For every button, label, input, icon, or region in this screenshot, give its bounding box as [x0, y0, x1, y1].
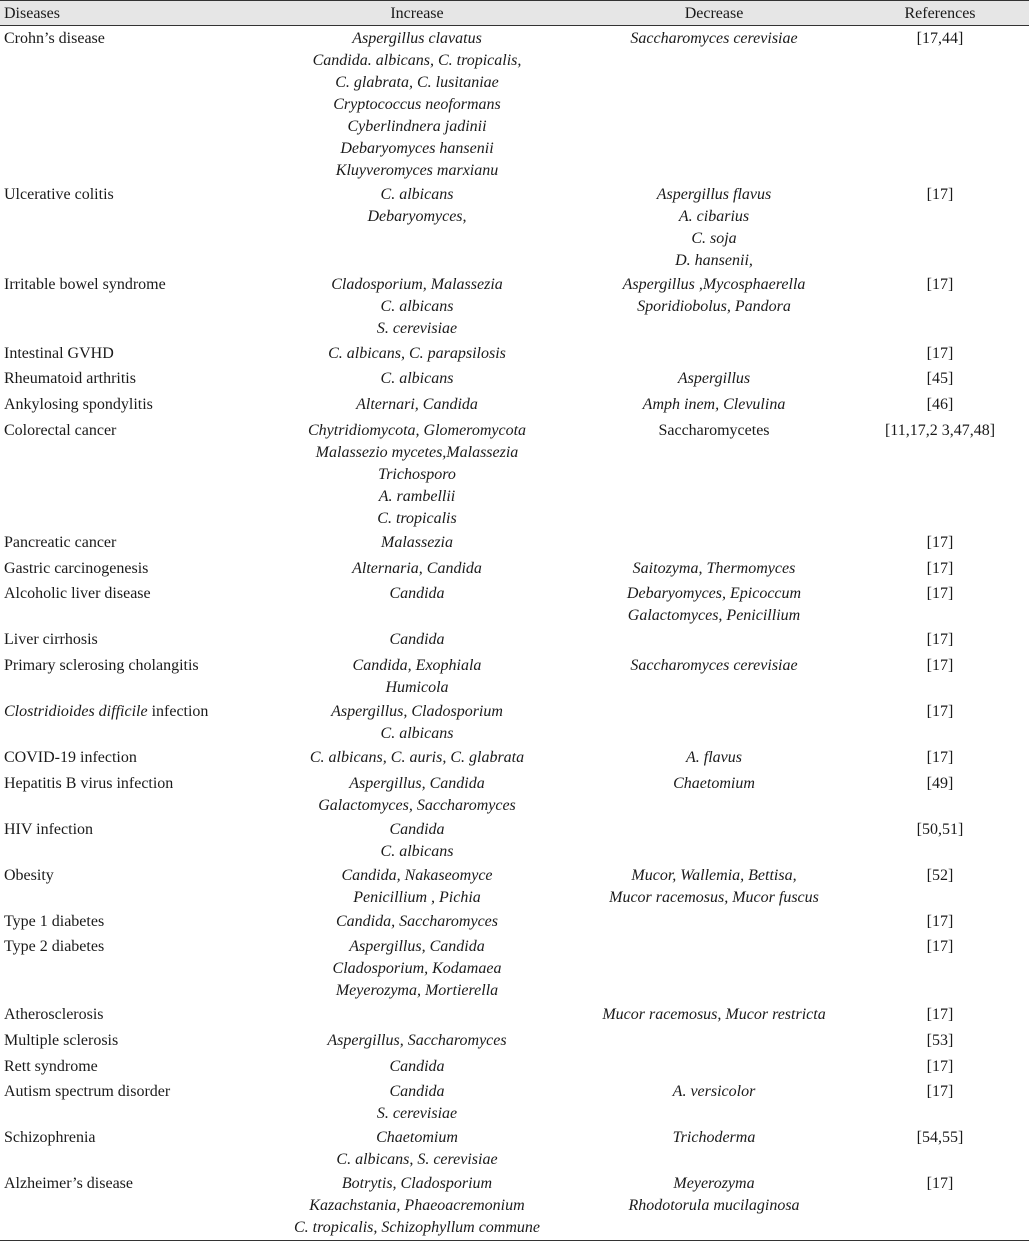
increase-cell — [272, 911, 562, 933]
reference-cell: [17] — [926, 1058, 954, 1075]
decrease-taxon: Trichoderma — [672, 1129, 756, 1146]
decrease-taxon: Saccharomycetes — [658, 422, 770, 439]
disease-cell: Intestinal GVHD — [4, 345, 114, 362]
increase-taxon: C. albicans — [380, 370, 454, 387]
increase-cell — [272, 936, 562, 1002]
disease-cell: Pancreatic cancer — [4, 534, 117, 551]
disease-cell: Obesity — [4, 867, 54, 884]
decrease-cell — [570, 1173, 858, 1217]
increase-cell — [272, 1173, 562, 1239]
table-header — [0, 0, 1029, 26]
reference-cell: [45] — [926, 370, 954, 387]
disease-cell — [4, 701, 208, 723]
decrease-taxon: Sporidiobolus, Pandora — [637, 298, 791, 315]
header-diseases: Diseases — [4, 5, 60, 22]
reference-cell: [17] — [926, 1006, 954, 1023]
decrease-cell — [570, 1004, 858, 1026]
decrease-taxon: Aspergillus — [677, 370, 751, 387]
decrease-cell — [570, 773, 858, 795]
reference-cell: [17] — [926, 560, 954, 577]
decrease-taxon: A. flavus — [686, 749, 742, 766]
reference-cell: [46] — [926, 396, 954, 413]
increase-cell — [272, 747, 562, 769]
disease-cell: Ulcerative colitis — [4, 186, 114, 203]
disease-cell: Gastric carcinogenesis — [4, 560, 149, 577]
decrease-cell — [570, 394, 858, 416]
increase-taxon: Candida. albicans, C. tropicalis, — [312, 52, 522, 69]
disease-cell: Type 1 diabetes — [4, 913, 105, 930]
increase-taxon: C. albicans, S. cerevisiae — [336, 1151, 498, 1168]
increase-taxon: Aspergillus, Saccharomyces — [327, 1032, 507, 1049]
increase-taxon: S. cerevisiae — [376, 320, 458, 337]
increase-taxon: Chytridiomycota, Glomeromycota — [307, 422, 527, 439]
increase-taxon: C. albicans, C. parapsilosis — [328, 345, 506, 362]
increase-taxon: Botrytis, Cladosporium — [341, 1175, 493, 1192]
disease-cell: Primary sclerosing cholangitis — [4, 657, 199, 674]
disease-cell: Alzheimer’s disease — [4, 1175, 133, 1192]
increase-taxon: A. rambellii — [378, 488, 456, 505]
increase-taxon: Alternaria, Candida — [352, 560, 482, 577]
increase-taxon: Aspergillus clavatus — [352, 30, 482, 47]
increase-taxon: Candida, Saccharomyces — [335, 913, 499, 930]
increase-cell — [272, 394, 562, 416]
increase-taxon: Galactomyces, Saccharomyces — [318, 797, 516, 814]
disease-cell: HIV infection — [4, 821, 94, 838]
decrease-taxon: D. hansenii, — [675, 252, 753, 269]
increase-taxon: C. albicans, C. auris, C. glabrata — [309, 749, 525, 766]
decrease-taxon: Debaryomyces, Epicoccum — [626, 585, 802, 602]
disease-cell: Alcoholic liver disease — [4, 585, 151, 602]
increase-taxon: Kazachstania, Phaeoacremonium — [309, 1197, 525, 1214]
increase-taxon: Malassezia — [381, 534, 453, 551]
reference-cell: [52] — [926, 867, 954, 884]
increase-taxon: Candida, Nakaseomyce — [341, 867, 493, 884]
increase-taxon: Humicola — [385, 679, 449, 696]
disease-cell: Atherosclerosis — [4, 1006, 104, 1023]
header-references: References — [904, 5, 976, 22]
decrease-cell — [570, 1081, 858, 1103]
increase-cell — [272, 1030, 562, 1052]
increase-cell — [272, 184, 562, 228]
increase-taxon: C. glabrata, C. lusitaniae — [335, 74, 499, 91]
increase-taxon: C. albicans — [380, 843, 454, 860]
reference-cell: [53] — [926, 1032, 954, 1049]
disease-cell: Hepatitis B virus infection — [4, 775, 174, 792]
decrease-taxon: Mucor racemosus, Mucor restricta — [602, 1006, 826, 1023]
disease-cell: Type 2 diabetes — [4, 938, 105, 955]
increase-cell — [272, 420, 562, 530]
decrease-taxon: Saccharomyces cerevisiae — [630, 657, 798, 674]
increase-cell — [272, 28, 562, 182]
increase-cell — [272, 773, 562, 817]
disease-cell: Crohn’s disease — [4, 30, 105, 47]
disease-cell: COVID-19 infection — [4, 749, 137, 766]
increase-cell — [272, 1081, 562, 1125]
reference-cell: [17] — [926, 631, 954, 648]
decrease-taxon: Galactomyces, Penicillium — [627, 607, 801, 624]
decrease-taxon: Saccharomyces cerevisiae — [630, 30, 798, 47]
increase-taxon: Aspergillus, Candida — [349, 938, 485, 955]
increase-taxon: Kluyveromyces marxianu — [335, 162, 499, 179]
increase-taxon: Debaryomyces, — [367, 208, 467, 225]
disease-rest: infection — [147, 703, 209, 720]
reference-cell: [17] — [926, 1175, 954, 1192]
disease-cell: Rett syndrome — [4, 1058, 98, 1075]
decrease-cell — [570, 184, 858, 272]
increase-taxon: Alternari, Candida — [356, 396, 478, 413]
disease-cell: Liver cirrhosis — [4, 631, 98, 648]
decrease-cell — [570, 368, 858, 390]
decrease-cell — [570, 274, 858, 318]
decrease-taxon: A. versicolor — [672, 1083, 756, 1100]
increase-taxon: Aspergillus, Candida — [349, 775, 485, 792]
decrease-cell — [570, 583, 858, 627]
increase-taxon: Penicillium , Pichia — [353, 889, 481, 906]
increase-cell — [272, 629, 562, 651]
increase-taxon: Candida — [389, 821, 445, 838]
decrease-taxon: C. soja — [691, 230, 737, 247]
increase-taxon: C. albicans — [380, 298, 454, 315]
increase-taxon: Trichosporo — [378, 466, 456, 483]
increase-taxon: Candida, Exophiala — [352, 657, 482, 674]
increase-cell — [272, 1056, 562, 1078]
reference-cell: [49] — [926, 775, 954, 792]
decrease-cell — [570, 420, 858, 442]
reference-cell: [17] — [926, 938, 954, 955]
reference-cell: [17] — [926, 186, 954, 203]
decrease-taxon: Mucor racemosus, Mucor fuscus — [609, 889, 819, 906]
reference-cell: [17] — [926, 534, 954, 551]
increase-cell — [272, 819, 562, 863]
increase-taxon: Cryptococcus neoformans — [333, 96, 501, 113]
reference-cell: [17] — [926, 749, 954, 766]
disease-cell: Schizophrenia — [4, 1129, 96, 1146]
increase-cell — [272, 701, 562, 745]
increase-taxon: Cladosporium, Malassezia — [331, 276, 503, 293]
decrease-cell — [570, 1127, 858, 1149]
decrease-taxon: Meyerozyma — [673, 1175, 755, 1192]
decrease-cell — [570, 558, 858, 580]
increase-taxon: Meyerozyma, Mortierella — [335, 982, 499, 999]
increase-taxon: C. tropicalis — [377, 510, 457, 527]
increase-cell — [272, 343, 562, 365]
disease-cell: Autism spectrum disorder — [4, 1083, 171, 1100]
reference-cell: [17] — [926, 1083, 954, 1100]
decrease-cell — [570, 865, 858, 909]
increase-taxon: Malassezio mycetes,Malassezia — [315, 444, 519, 461]
decrease-taxon: Rhodotorula mucilaginosa — [628, 1197, 800, 1214]
increase-taxon: Debaryomyces hansenii — [340, 140, 494, 157]
decrease-taxon: Amph inem, Clevulina — [642, 396, 786, 413]
decrease-cell — [570, 28, 858, 50]
reference-cell: [17] — [926, 703, 954, 720]
disease-cell: Ankylosing spondylitis — [4, 396, 153, 413]
increase-taxon: Chaetomium — [376, 1129, 458, 1146]
decrease-taxon: Mucor, Wallemia, Bettisa, — [631, 867, 797, 884]
reference-cell: [54,55] — [916, 1129, 964, 1146]
increase-cell — [272, 583, 562, 605]
increase-cell — [272, 532, 562, 554]
increase-cell — [272, 274, 562, 340]
increase-taxon: S. cerevisiae — [376, 1105, 458, 1122]
increase-taxon: Cladosporium, Kodamaea — [332, 960, 502, 977]
increase-cell — [272, 368, 562, 390]
reference-cell: [17] — [926, 913, 954, 930]
increase-taxon: C. tropicalis, Schizophyllum commune — [293, 1219, 541, 1236]
increase-taxon: Candida — [389, 1083, 445, 1100]
disease-italic: Clostridioides difficile — [4, 703, 148, 720]
increase-taxon: Cyberlindnera jadinii — [347, 118, 487, 135]
disease-cell: Rheumatoid arthritis — [4, 370, 136, 387]
decrease-cell — [570, 747, 858, 769]
increase-cell — [272, 1127, 562, 1171]
reference-cell: [50,51] — [916, 821, 964, 838]
decrease-taxon: Aspergillus ,Mycosphaerella — [622, 276, 806, 293]
decrease-taxon: Aspergillus flavus — [656, 186, 772, 203]
reference-cell: [11,17,2 3,47,48] — [884, 422, 996, 439]
increase-taxon: Candida — [389, 1058, 445, 1075]
reference-cell: [17,44] — [916, 30, 964, 47]
disease-cell: Colorectal cancer — [4, 422, 117, 439]
decrease-taxon: Saitozyma, Thermomyces — [632, 560, 796, 577]
reference-cell: [17] — [926, 585, 954, 602]
decrease-taxon: A. cibarius — [678, 208, 750, 225]
disease-cell: Irritable bowel syndrome — [4, 276, 166, 293]
disease-cell: Multiple sclerosis — [4, 1032, 119, 1049]
increase-cell — [272, 558, 562, 580]
reference-cell: [17] — [926, 657, 954, 674]
increase-taxon: Candida — [389, 585, 445, 602]
decrease-cell — [570, 655, 858, 677]
increase-taxon: C. albicans — [380, 186, 454, 203]
reference-cell: [17] — [926, 276, 954, 293]
table-bottom-rule — [0, 1240, 1029, 1241]
increase-cell — [272, 865, 562, 909]
decrease-taxon: Chaetomium — [673, 775, 755, 792]
increase-taxon: C. albicans — [380, 725, 454, 742]
increase-taxon: Aspergillus, Cladosporium — [331, 703, 503, 720]
increase-cell — [272, 655, 562, 699]
increase-taxon: Candida — [389, 631, 445, 648]
header-increase: Increase — [390, 5, 444, 22]
reference-cell: [17] — [926, 345, 954, 362]
header-decrease: Decrease — [684, 5, 744, 22]
